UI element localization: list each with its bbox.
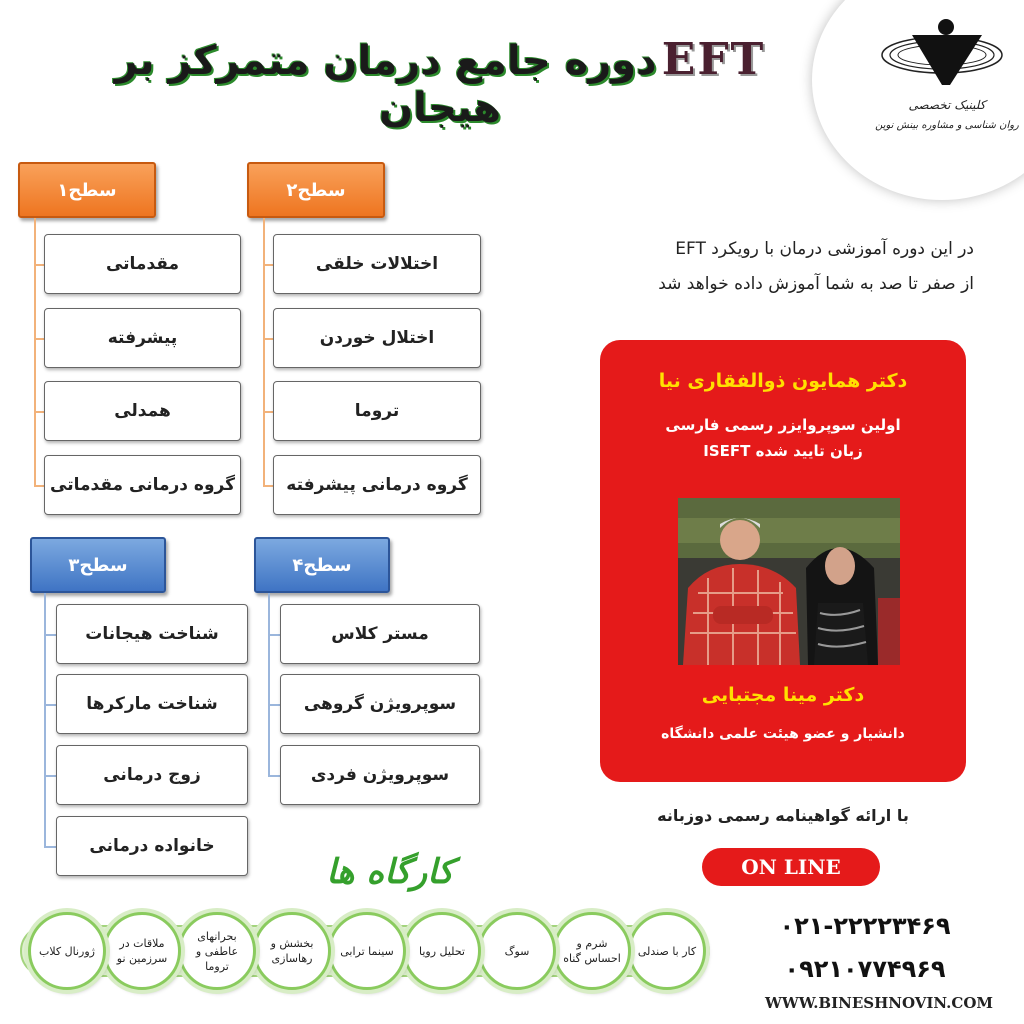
level-3-item: شناخت مارکرها: [56, 674, 248, 734]
title-latin: EFT: [661, 34, 766, 85]
logo-text-line2: روان شناسی و مشاوره بینش نوین: [875, 120, 1019, 131]
workshop-item: شرم و احساس گناه: [553, 912, 631, 990]
connector: [44, 775, 56, 777]
connector: [34, 264, 44, 266]
logo-emblem-icon: [872, 15, 1012, 95]
workshop-item: بخشش و رهاسازی: [253, 912, 331, 990]
logo-text-line1: کلینیک تخصصی: [908, 98, 986, 112]
level-4-header: سطح۴: [254, 537, 390, 593]
level-3-header: سطح۳: [30, 537, 166, 593]
connector: [34, 338, 44, 340]
instructor-1-desc-line2: زبان تایید شده ISEFT: [703, 442, 863, 460]
course-intro: [534, 232, 974, 302]
workshop-item: کار با صندلی: [628, 912, 706, 990]
instructor-2-name: دکتر مینا مجتبایی: [701, 684, 865, 706]
connector: [44, 846, 56, 848]
phone-mobile: ۰۹۲۱۰۷۷۴۹۶۹: [784, 955, 946, 983]
workshop-item: سوگ: [478, 912, 556, 990]
level-2-item: اختلال خوردن: [273, 308, 481, 368]
instructors-card: [600, 340, 966, 782]
clinic-logo: [812, 0, 1024, 200]
level-1-item: گروه درمانی مقدماتی: [44, 455, 241, 515]
level-1-item: پیشرفته: [44, 308, 241, 368]
level-1-header: سطح۱: [18, 162, 156, 218]
intro-line-2: از صفر تا صد به شما آموزش داده خواهد شد: [658, 274, 974, 294]
level-3-item: زوج درمانی: [56, 745, 248, 805]
website-url: WWW.BINESHNOVIN.COM: [765, 994, 994, 1012]
level-2-connector: [263, 218, 265, 486]
level-4-item: مستر کلاس: [280, 604, 480, 664]
workshop-item: بحرانهای عاطفی و تروما: [178, 912, 256, 990]
workshop-item: تحلیل رویا: [403, 912, 481, 990]
connector: [263, 264, 273, 266]
title-persian: دوره جامع درمان متمرکز بر هیجان: [114, 38, 657, 131]
instructor-1-name: دکتر همایون ذوالفقاری نیا: [658, 370, 908, 392]
connector: [44, 704, 56, 706]
level-2-header: سطح۲: [247, 162, 385, 218]
page-title: [90, 34, 790, 131]
level-1-item: همدلی: [44, 381, 241, 441]
instructor-1-desc-line1: اولین سوپروایزر رسمی فارسی: [665, 416, 901, 434]
connector: [263, 338, 273, 340]
connector: [268, 775, 280, 777]
certificate-note: با ارائه گواهینامه رسمی دوزبانه: [657, 806, 909, 825]
connector: [34, 411, 44, 413]
level-3-connector: [44, 593, 46, 848]
level-4-item: سوپرویژن گروهی: [280, 674, 480, 734]
connector: [268, 704, 280, 706]
workshop-item: سینما ترابی: [328, 912, 406, 990]
level-2-item: تروما: [273, 381, 481, 441]
intro-line-1: در این دوره آموزشی درمان با رویکرد EFT: [675, 239, 974, 259]
instructor-2-description: دانشیار و عضو هیئت علمی دانشگاه: [661, 726, 905, 742]
level-2-item: گروه درمانی پیشرفته: [273, 455, 481, 515]
level-3-item: خانواده درمانی: [56, 816, 248, 876]
level-1-connector: [34, 218, 36, 486]
connector: [44, 634, 56, 636]
instructors-photo: [678, 498, 900, 665]
workshops-title: کارگاه ها: [326, 852, 454, 892]
workshop-item: ژورنال کلاب: [28, 912, 106, 990]
instructor-1-description: [600, 412, 966, 464]
level-4-connector: [268, 593, 270, 776]
phone-landline: ۰۲۱-۲۲۲۲۳۴۶۹: [779, 912, 951, 940]
online-badge: ON LINE: [702, 848, 880, 886]
connector: [268, 634, 280, 636]
workshop-item: ملاقات در سرزمین نو: [103, 912, 181, 990]
connector: [34, 485, 44, 487]
level-4-item: سوپرویژن فردی: [280, 745, 480, 805]
connector: [263, 485, 273, 487]
connector: [263, 411, 273, 413]
level-3-item: شناخت هیجانات: [56, 604, 248, 664]
level-1-item: مقدماتی: [44, 234, 241, 294]
level-2-item: اختلالات خلقی: [273, 234, 481, 294]
